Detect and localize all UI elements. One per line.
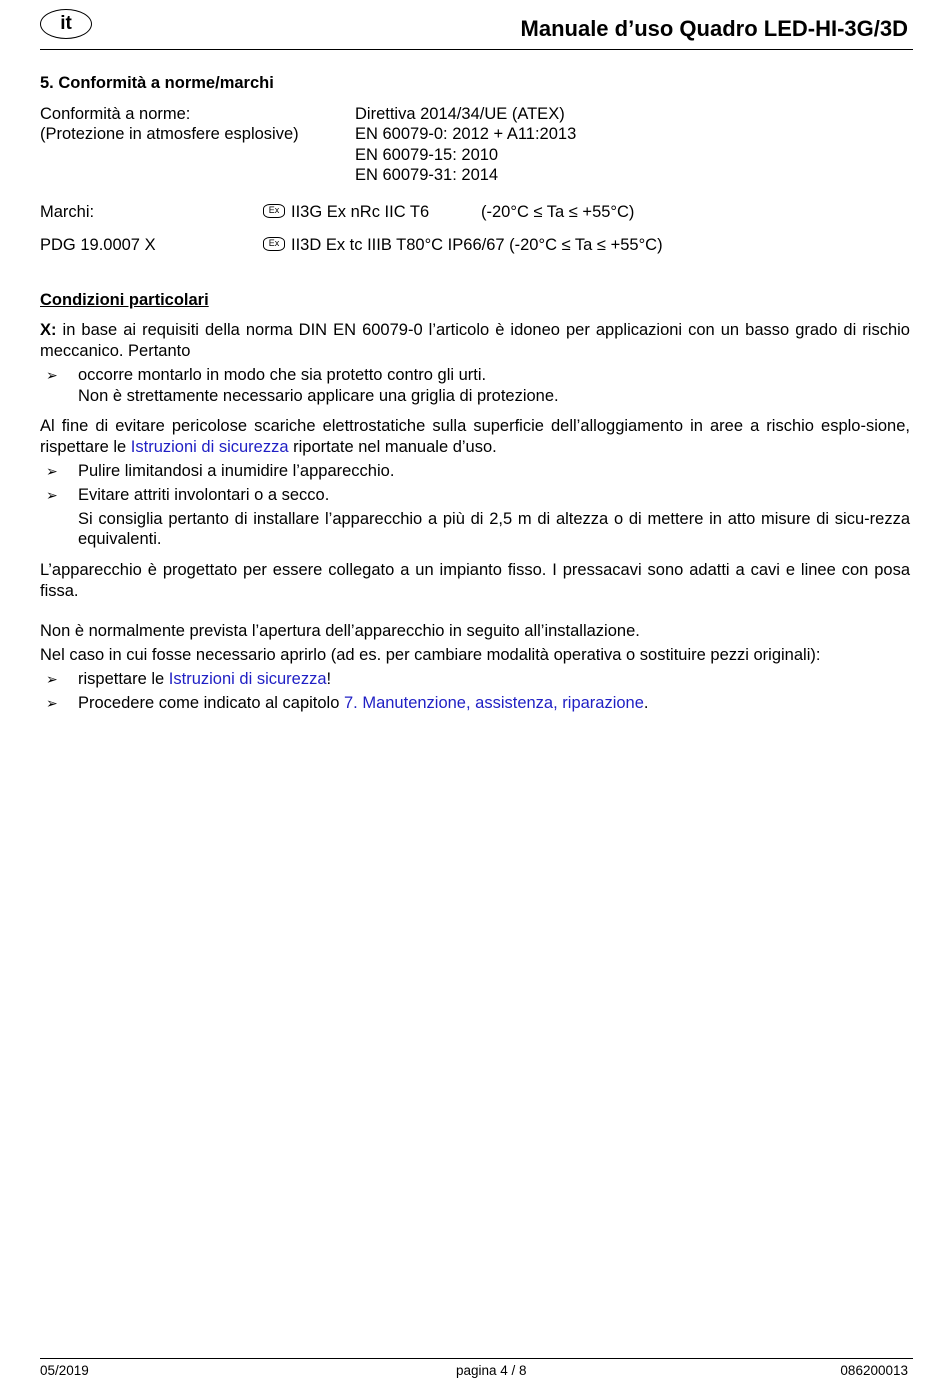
mark-row-dust <box>263 235 663 256</box>
footer-date: 05/2019 <box>40 1363 89 1378</box>
esd-paragraph <box>40 416 910 457</box>
bullet-arrow-icon: ➢ <box>46 671 58 687</box>
list-item-text: occorre montarlo in modo che sia protetto contro gli urti. <box>78 366 487 384</box>
page-footer <box>40 1358 913 1378</box>
esd-text: Al fine di evitare pericolose scariche elettrostatiche sulla superficie dell’alloggiamento in aree a rischio esplo-sione, rispettare le <box>40 417 910 456</box>
norms-label: Conformità a norme: <box>40 105 191 123</box>
opening-paragraph: Non è normalmente prevista l’apertura dell’apparecchio in seguito all’installazione. <box>40 622 640 640</box>
footer-page-number: pagina 4 / 8 <box>456 1363 527 1378</box>
footer-doc-code: 086200013 <box>840 1363 908 1378</box>
mark-row-gas <box>263 202 429 223</box>
list-item-text-end: ! <box>326 670 332 688</box>
maintenance-chapter-link[interactable]: 7. Manutenzione, assistenza, riparazione <box>343 694 644 712</box>
conditions-heading: Condizioni particolari <box>40 291 209 309</box>
esd-text-end: riportate nel manuale d’uso. <box>288 437 497 456</box>
marks-label: Marchi: <box>40 203 95 221</box>
norm-item: Direttiva 2014/34/UE (ATEX) <box>355 105 565 123</box>
list-item-text: Procedere come indicato al capitolo <box>78 694 344 712</box>
list-item-text: Non è strettamente necessario applicare una griglia di protezione. <box>78 386 559 405</box>
mark-temperature: (-20°C ≤ Ta ≤ +55°C) <box>481 203 635 221</box>
list-item-text: Evitare attriti involontari o a secco. <box>78 486 330 504</box>
mark-code: II3D Ex tc IIIB T80°C IP66/67 (-20°C ≤ Ta ≤ +55°C) <box>291 236 663 254</box>
bullet-arrow-icon: ➢ <box>46 487 58 503</box>
list-item-note: Si consiglia pertanto di installare l’apparecchio a più di 2,5 m di altezza o di mettere in atto misure di sicu-rezza equivalenti. <box>78 509 910 548</box>
list-item-text: rispettare le <box>78 670 169 688</box>
page-header <box>40 8 913 50</box>
ex-icon: Ex <box>263 237 285 251</box>
norms-label-protection: (Protezione in atmosfere esplosive) <box>40 125 299 143</box>
language-badge: it <box>40 9 92 39</box>
safety-instructions-link[interactable]: Istruzioni di sicurezza <box>168 670 327 688</box>
condition-x-paragraph <box>40 320 910 361</box>
safety-instructions-link[interactable]: Istruzioni di sicurezza <box>130 437 289 456</box>
x-text: in base ai requisiti della norma DIN EN 60079-0 l’articolo è idoneo per applicazioni con un basso grado di rischio meccanico. Pertanto <box>40 321 910 360</box>
document-title: Manuale d’uso Quadro LED-HI-3G/3D <box>520 16 908 41</box>
bullet-arrow-icon: ➢ <box>46 695 58 711</box>
norm-item: EN 60079-15: 2010 <box>355 146 499 164</box>
list-item-text-end: . <box>643 694 649 712</box>
opening-paragraph-2: Nel caso in cui fosse necessario aprirlo (ad es. per cambiare modalità operativa o sostituire pezzi originali): <box>40 646 821 664</box>
bullet-arrow-icon: ➢ <box>46 367 58 383</box>
x-label: X: <box>40 321 57 339</box>
section-heading: 5. Conformità a norme/marchi <box>40 74 274 92</box>
fixed-installation-paragraph: L’apparecchio è progettato per essere collegato a un impianto fisso. I pressacavi sono adatti a cavi e linee con posa fissa. <box>40 561 910 600</box>
mark-code: II3G Ex nRc IIC T6 <box>291 203 430 221</box>
ex-icon: Ex <box>263 204 285 218</box>
norm-item: EN 60079-31: 2014 <box>355 166 499 184</box>
list-item-text: Pulire limitandosi a inumidire l’apparecchio. <box>78 462 395 480</box>
norm-item: EN 60079-0: 2012 + A11:2013 <box>355 125 577 143</box>
bullet-arrow-icon: ➢ <box>46 463 58 479</box>
pdg-label: PDG 19.0007 X <box>40 236 156 254</box>
